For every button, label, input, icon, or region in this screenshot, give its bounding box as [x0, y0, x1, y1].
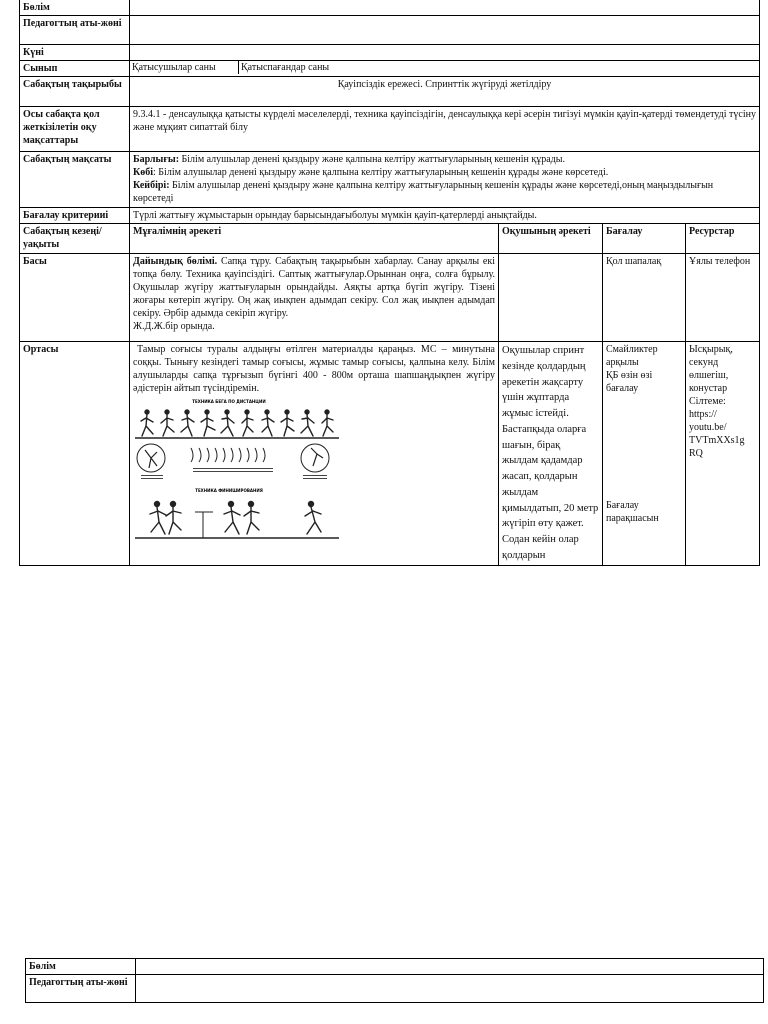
section-label: Бөлім	[20, 0, 130, 16]
teacher-name-label: Педагогтың аты-жөні	[20, 16, 130, 45]
assessment-smileys: Смайликтер арқылы	[606, 344, 658, 368]
footer-section-label: Бөлім	[26, 959, 136, 975]
assessment-criteria-label: Бағалау критерииі	[20, 208, 130, 224]
col-header-stage: Сабақтың кезеңі/ уақыты	[20, 224, 130, 254]
middle-teacher-text: Тамыр соғысы туралы алдыңғы өтілген материалды қараңыз. МС – минутына соққы. Тынығу кезіндегі тамыр соғысы, жұмыс тамыр соғысы, қалпына келу. Білім алушыларды сапқа тұрғызып бүгінгі 400 - 800м орташа шапшаңдықпен жүгіру әдістерін айтып түсіндіремін.	[133, 344, 495, 394]
stage-middle-teacher	[130, 342, 499, 566]
goal-all-label: Барлығы:	[133, 154, 180, 165]
stage-middle-assessment	[603, 342, 686, 566]
stage-start-assessment: Қол шапалақ	[603, 254, 686, 342]
col-header-assessment: Бағалау	[603, 224, 686, 254]
resources-text: Ысқырық, секунд өлшегіш, конустар Сілтеме: https:// youtu.be/ TVTmXXs1g RQ	[689, 344, 745, 459]
lesson-plan-table	[19, 0, 760, 566]
lesson-goals	[130, 152, 760, 208]
diagram-title-2: ТЕХНИКА ФИНИШИРОВАНИЯ	[195, 488, 263, 493]
runner-sequence-2	[150, 502, 321, 535]
stage-start-label: Басы	[20, 254, 130, 342]
lesson-goals-label: Сабақтың мақсаты	[20, 152, 130, 208]
class-label: Сынып	[20, 61, 130, 77]
diagram-title-1: ТЕХНИКА БЕГА ПО ДИСТАНЦИИ	[192, 399, 266, 404]
stage-start-teacher	[130, 254, 499, 342]
running-technique-figure	[133, 398, 345, 548]
learning-objectives-label: Осы сабақта қол жеткізілетін оқу мақсаттары	[20, 107, 130, 152]
stage-start-student	[499, 254, 603, 342]
running-technique-diagram	[133, 398, 495, 548]
warmup-lead: Дайындық бөлімі.	[133, 256, 218, 267]
lesson-topic-label: Сабақтың тақырыбы	[20, 77, 130, 107]
stage-middle-student: Оқушылар спринт кезінде қолдардың әрекетін жақсарту үшін жұптарда жұмыс істейді. Бастапқыда оларға шағын, бірақ жылдам қадамдар жасап, қолдарын жылдам қимылдатып, 20 метр жүгіріп өту қажет. Содан кейін олар қолдарын	[499, 342, 603, 566]
col-header-resources: Ресурстар	[686, 224, 760, 254]
goal-some-label: Кейбірі:	[133, 180, 170, 191]
assessment-criteria: Түрлі жаттығу жұмыстарын орындау барысындағыболуы мүмкін қауіп-қатерлерді анықтайды.	[130, 208, 760, 224]
stage-middle-resources	[686, 342, 760, 566]
attendance-cell	[130, 61, 760, 77]
assessment-sheet: Бағалау парақшасын	[606, 500, 659, 524]
warmup-text: Сапқа тұру. Сабақтың тақырыбын хабарлау. Санау арқылы екі топқа бөлу. Техника қауіпсіздігі. Саптық жаттығулар.Орыннан оңға, солға бұрылу. Оқушылар жүгіру жаттығуларын орындайды. Аяқты артқа бүгіп жүгіру. Тізені жоғары көтеріп жүгіру. Оң жақ иықпен адымдап секіру. Сол жақ иықпен адымдап секіру. Әрбір адымда секіріп жүгіру.	[133, 256, 495, 319]
lesson-topic: Қауіпсіздік ережесі. Спринттік жүгіруді жетілдіру	[130, 77, 760, 107]
foot-placement-sketches	[191, 448, 265, 462]
next-page-table	[25, 958, 764, 1003]
goal-some: Білім алушылар денені қыздыру және қалпына келтіру жаттығуларының кешенін құрады және көрсетеді,оның маңыздылығын көрсетеді	[133, 180, 714, 204]
footer-teacher-label: Педагогтың аты-жөні	[26, 975, 136, 1003]
date-value[interactable]	[130, 45, 760, 61]
learning-objectives: 9.3.4.1 - денсаулыққа қатысты күрделі мәселелерді, техника қауіпсіздігін, денсаулыққа кері әсерін тигізуі мүмкін қауіп-қатерді төмендетуді түсіну және мұқият сипаттай білу	[130, 107, 760, 152]
col-header-student: Оқушының әрекеті	[499, 224, 603, 254]
warmup-text-2: Ж.Д.Ж.бір орында.	[133, 321, 215, 332]
absent-count-label: Қатыспағандар саны	[241, 62, 330, 73]
goal-all: Білім алушылар денені қыздыру және қалпына келтіру жаттығуларының кешенін құрады.	[179, 154, 565, 165]
present-count-label: Қатысушылар саны	[130, 61, 239, 74]
runner-sequence-1	[141, 410, 333, 436]
footer-teacher-value[interactable]	[136, 975, 764, 1003]
footer-section-value[interactable]	[136, 959, 764, 975]
assessment-self: ҚБ өзін өзі бағалау	[606, 370, 653, 394]
stage-middle-label: Ортасы	[20, 342, 130, 566]
goal-most-label: Көбі	[133, 167, 154, 178]
diagram-captions	[141, 468, 327, 479]
date-label: Күні	[20, 45, 130, 61]
section-value[interactable]	[130, 0, 760, 16]
stage-start-resources: Ұялы телефон	[686, 254, 760, 342]
goal-most: : Білім алушылар денені қыздыру және қалпына келтіру жаттығуларының кешенін құрады және көрсетеді.	[153, 167, 609, 178]
col-header-teacher: Мұғалімнің әрекеті	[130, 224, 499, 254]
teacher-name-value[interactable]	[130, 16, 760, 45]
